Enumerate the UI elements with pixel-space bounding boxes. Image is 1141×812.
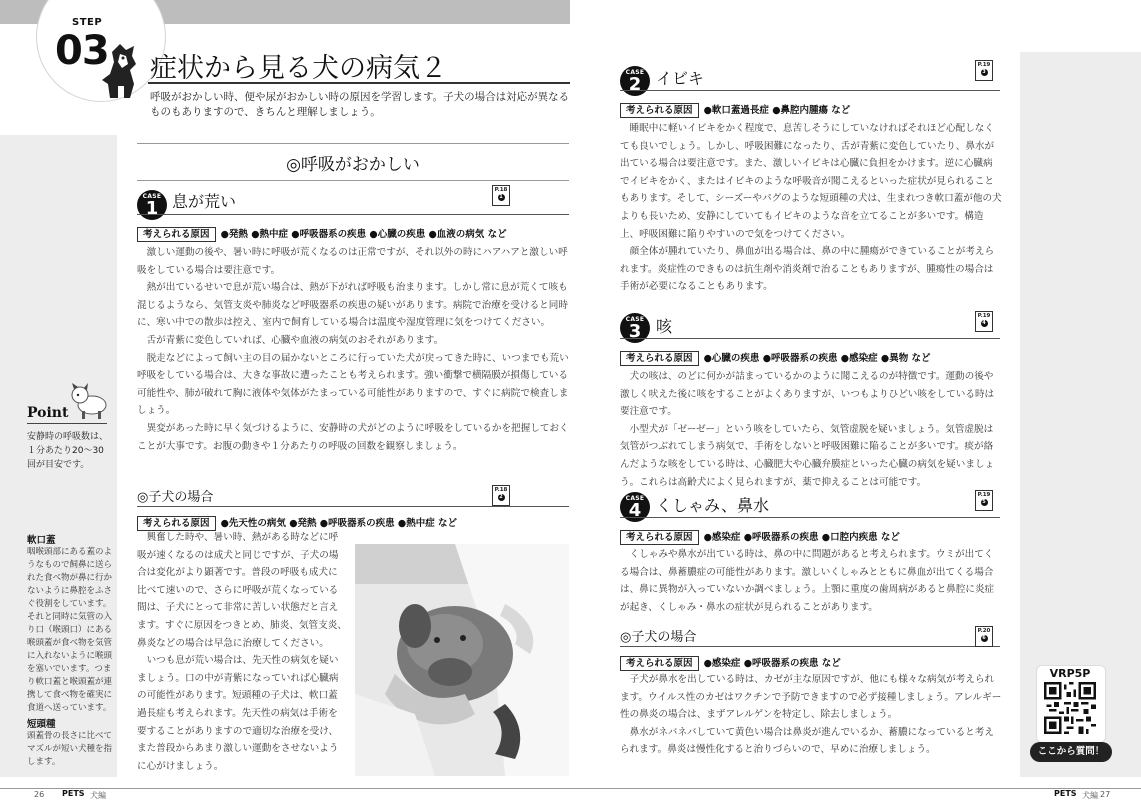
- glossary-item: [27, 716, 113, 769]
- point-rule: [27, 423, 107, 424]
- cause-list: ●感染症 ●呼吸器系の疾患 ●口腔内疾患 など: [703, 532, 900, 543]
- case-2-badge: CASE 2: [620, 66, 650, 96]
- section-title: ◎呼吸がおかしい: [286, 155, 420, 175]
- point-title: Point: [27, 405, 69, 421]
- footer-brand-right: PETS: [1054, 789, 1077, 798]
- puppy-2-title: ◎子犬の場合: [620, 630, 697, 645]
- case-3-rule: [620, 338, 1000, 339]
- ask-question-button[interactable]: ここから質問！: [1030, 742, 1112, 762]
- paragraph: 小型犬が「ゼーゼー」という咳をしていたら、気管虚脱を疑いましょう。気管虚脱は気管がつぶれてしまう病気で、手術をしないと呼吸困難に陥ることが多いです。痰が絡んだような咳をしている時は、心臓肥大や心臓弁膜症といった心臓の病気を疑いましょう。これらは高齢犬によく見られますが、薬で抑えることは可能です。: [620, 423, 995, 488]
- cause-label: 考えられる原因: [620, 351, 699, 366]
- footer-rule: [0, 788, 570, 789]
- paragraph: 激しい運動の後や、暑い時に呼吸が荒くなるのは正常ですが、それ以外の時にハアハアと激しい呼吸をしている場合は要注意です。: [137, 247, 568, 276]
- glossary-definition: 頭蓋骨の長さに比べてマズルが短い犬種を指します。: [27, 731, 113, 767]
- step-number: 03: [55, 28, 109, 74]
- paragraph: いつも息が荒い場合は、先天性の病気を疑いましょう。口の中が青紫になっていれば心臓病の可能性があります。短頭種の子犬は、軟口蓋過長症も考えられます。先天性の病気は手術を要することがありますので適切な治療を受け、また普段からあまり激しい運動をさせないように心がけましょう。: [137, 655, 339, 772]
- page-title: 症状から見る犬の病気２: [150, 53, 447, 84]
- cause-list: ●発熱 ●熱中症 ●呼吸器系の疾患 ●心臓の疾患 ●血液の病気 など: [220, 229, 507, 240]
- case-3-page-ref[interactable]: P.19 4: [975, 311, 993, 332]
- puppy-2-body: [620, 671, 1002, 759]
- puppy-1-page-ref[interactable]: P.18 2: [492, 485, 510, 506]
- case-4-rule: [620, 517, 1000, 518]
- case-3-title: 咳: [656, 317, 673, 336]
- case-2-rule: [620, 90, 1000, 91]
- puppy-2-causes: [620, 651, 1000, 670]
- paragraph: 舌が青紫に変色していれば、心臓や血液の病気のおそれがあります。: [146, 334, 444, 346]
- paragraph: 熱が出ているせいで息が荒い場合は、熱が下がれば呼吸も治まります。しかし常に息が荒くて咳も混じるようなら、気管支炎や肺炎など呼吸器系の疾患の疑いがあります。病院で治療を受けると同時に、寒い中での散歩は控え、室内で飼育している場合は温度や湿度管理に気をつけてください。: [137, 282, 568, 329]
- case-1-page-ref[interactable]: P.18 1: [492, 185, 510, 206]
- case-2-body: [620, 120, 1002, 296]
- glossary-definition: 咽喉頭部にある蓋のようなもので飼鼻に送られた食べ物が鼻に行かないように鼻腔をふさぐ役割をしています。それと同時に気管の入り口（喉頭口）にある喉頭蓋が食べ物を気管に入れないように喉頭を塞いでいます。つまり軟口蓋と喉頭蓋が連携して食べ物を確実に食道へ送っています。: [27, 547, 113, 713]
- puppy-1-title: ◎子犬の場合: [137, 490, 214, 505]
- cause-list: ●軟口蓋過長症 ●鼻腔内腫瘍 など: [703, 105, 851, 116]
- case-1-body: [137, 244, 569, 455]
- paragraph: 顔全体が腫れていたり、鼻血が出る場合は、鼻の中に腫瘍ができていることが考えられます。炎症性のできものは抗生剤や消炎剤で治ることもありますが、腫瘍性の場合は手術が必要になることもあります。: [620, 246, 995, 293]
- puppy-2-page-ref[interactable]: P.20 6: [975, 626, 993, 647]
- case-4-page-ref[interactable]: P.19 5: [975, 490, 993, 511]
- cause-label: 考えられる原因: [620, 530, 699, 545]
- puppy-1-causes: [137, 511, 569, 530]
- cause-label: 考えられる原因: [620, 103, 699, 118]
- paragraph: 脱走などによって飼い主の目の届かないところに行っていた犬が戻ってきた時に、いつまでも荒い呼吸をしている場合は、大きな事故に遭ったことも考えられます。強い衝撃で横隔膜が損傷している可能性や、肺が破れて胸に液体や気体がたまっている可能性がありますので、すぐに病院で検査しましょう。: [137, 352, 569, 417]
- puppy-1-rule: [137, 506, 569, 507]
- paragraph: 興奮した時や、暑い時、熱がある時などに呼吸が速くなるのは成犬と同じですが、子犬の場合は変化がより顕著です。普段の呼吸も成犬に比べて速いので、さらに呼吸が荒くなっている間は、子犬にとって非常に苦しい状態だと言えます。すぐに原因をつきとめ、肺炎、気管支炎、鼻炎などの場合は早急に治療してください。: [137, 532, 347, 649]
- case-2-causes: [620, 98, 1000, 117]
- case-4-badge: CASE 4: [620, 492, 650, 522]
- paragraph: 鼻水がネバネバしていて黄色い場合は鼻炎が進んでいるか、蓄膿になっていると考えられます。鼻炎は慢性化すると治りづらいので、早めに治療しましょう。: [620, 726, 994, 756]
- cause-label: 考えられる原因: [620, 656, 699, 671]
- cause-label: 考えられる原因: [137, 516, 216, 531]
- intro-text: 呼吸がおかしい時、便や尿がおかしい時の原因を学習します。子犬の場合は対応が異なるものもありますので、きちんと理解しましょう。: [150, 91, 570, 118]
- case-4-causes: [620, 525, 1000, 544]
- case-1-title: 息が荒い: [172, 192, 237, 211]
- footer-brand-left: PETS: [62, 789, 85, 798]
- cause-list: ●感染症 ●呼吸器系の疾患 など: [703, 658, 841, 669]
- paragraph: 異変があった時に早く気づけるように、安静時の犬がどのように呼吸をしているかを把握しておくことが大事です。お腹の動きや１分あたりの呼吸の回数を観察しましょう。: [137, 422, 569, 452]
- case-4-title: くしゃみ、鼻水: [656, 496, 769, 515]
- title-divider: [148, 82, 570, 84]
- case-3-causes: [620, 346, 1000, 365]
- qr-code-label: VRP5P: [1049, 667, 1091, 680]
- case-2-page-ref[interactable]: P.19 3: [975, 60, 993, 81]
- footer-sub-left: 犬編: [90, 791, 106, 800]
- page-number-right: 27: [1100, 790, 1111, 799]
- case-4-body: [620, 546, 1002, 616]
- glossary-term: 軟口蓋: [27, 535, 56, 546]
- vet-examining-puppy-photo: [355, 544, 569, 776]
- cause-label: 考えられる原因: [137, 227, 216, 242]
- puppy-illustration-icon: [68, 383, 110, 419]
- step-label: STEP: [72, 17, 103, 28]
- paragraph: 子犬が鼻水を出している時は、カゼが主な原因ですが、他にも様々な病気が考えられます。ウイルス性のカゼはワクチンで予防できますので必ず接種しましょう。アレルギー性の鼻炎の場合は、まずアレルゲンを特定し、除去しましょう。: [620, 674, 1002, 721]
- case-1-badge: CASE 1: [137, 190, 167, 220]
- case-1-rule: [137, 214, 569, 215]
- cause-list: ●先天性の病気 ●発熱 ●呼吸器系の疾患 ●熱中症 など: [220, 518, 457, 529]
- point-text: 安静時の呼吸数は、１分あたり20〜30回が目安です。: [27, 432, 109, 470]
- qr-code-icon[interactable]: [1044, 682, 1096, 734]
- page-number-left: 26: [34, 790, 45, 799]
- case-3-body: [620, 368, 1002, 491]
- paragraph: 犬の咳は、のどに何かが詰まっているかのように聞こえるのが特徴です。運動の後や激しく吠えた後に咳をすることがよくありますが、いつもよりひどい咳をしている時は要注意です。: [620, 371, 995, 418]
- paragraph: 睡眠中に軽いイビキをかく程度で、息苦しそうにしていなければそれほど心配しなくても良いでしょう。しかし、呼吸困難になったり、舌が青紫に変色していたり、鼻水が出ている場合は要注意です。また、激しいイビキは心臓に負担をかけます。逆に心臓病でイビキをかく、またはイビキのような呼吸音が聞こえるといった症状が見られることもあります。そして、シーズーやパグのような短頭種の犬は、生まれつき軟口蓋が他の犬よりも長いため、安静にしていてもイビキのような音を立てることが多いです。構造上、呼吸困難に陥りやすいので気をつけてください。: [620, 123, 1002, 240]
- dog-illustration-icon: [100, 40, 142, 100]
- case-1-causes: [137, 222, 569, 241]
- footer-sub-right: 犬編: [1082, 791, 1098, 800]
- puppy-2-rule: [620, 646, 1000, 647]
- glossary-item: [27, 532, 113, 715]
- case-3-badge: CASE 3: [620, 313, 650, 343]
- cause-list: ●心臓の疾患 ●呼吸器系の疾患 ●感染症 ●異物 など: [703, 353, 931, 364]
- case-2-title: イビキ: [656, 69, 705, 88]
- puppy-1-body: [137, 529, 347, 775]
- glossary-term: 短頭種: [27, 719, 56, 730]
- paragraph: くしゃみや鼻水が出ている時は、鼻の中に問題があると考えられます。ウミが出てくる場合は、鼻蓄膿症の可能性があります。激しいくしゃみとともに鼻血が出てくる場合は、鼻に異物が入っていないか調べましょう。上顎に重度の歯周病があると鼻腔に炎症が起き、くしゃみ・鼻水の症状が見られることがあります。: [620, 549, 995, 613]
